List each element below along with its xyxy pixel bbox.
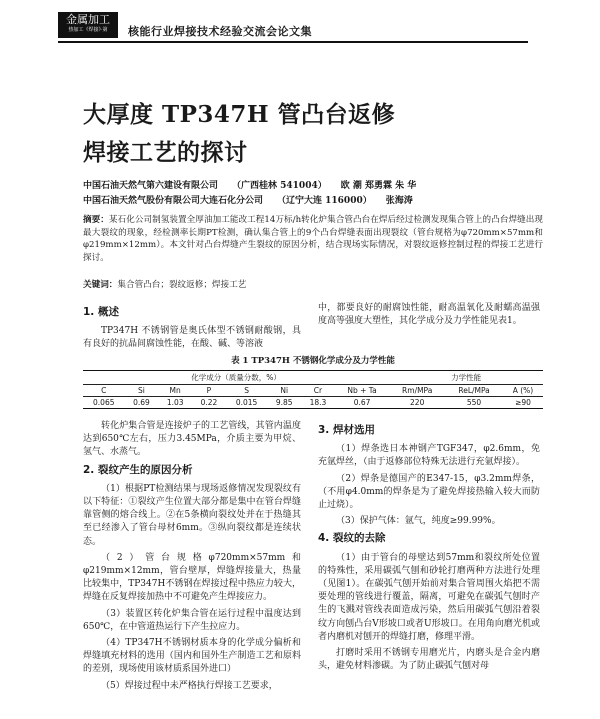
section-1-para-2: 转化炉集合管是连接炉子的工艺管线，其管内温度达到650℃左右，压力3.45MPa，介质主要为甲烷、氢气、水蒸气。 <box>83 421 301 458</box>
table-group-mech: 力学性能 <box>389 371 543 385</box>
section-3-para-1: （1）焊条选日本神钢产TGF347，φ2.6mm，免充氩焊丝，（由于返修部位特殊无法进行充氩焊接）。 <box>318 444 540 468</box>
right-column-top <box>318 302 540 331</box>
section-1-para-1: TP347H 不锈钢管是奥氏体型不锈钢耐酸钢，具有良好的抗晶间腐蚀性能，在酸、碱、等溶液 <box>83 326 301 350</box>
table-cell: ≥90 <box>503 397 543 409</box>
author-org: 中国石油天然气股份有限公司大连石化分公司 <box>83 196 264 206</box>
table-cell: 220 <box>389 397 445 409</box>
section-4-title: 4. 裂纹的去除 <box>318 532 386 545</box>
left-column-top <box>83 302 301 355</box>
right-intro-para: 中，都要良好的耐腐蚀性能，耐高温氧化及耐蠕高温强度高等强度大塑性，其化学成分及力学性能见表1。 <box>318 303 540 327</box>
table-cell: 0.015 <box>226 397 268 409</box>
paper-title: 大厚度 TP347H 管凸台返修焊接工艺的探讨 <box>83 101 396 166</box>
section-1-title: 1. 概述 <box>83 306 119 318</box>
table-1-caption: 表 1 TP347H 不锈钢化学成分及力学性能 <box>231 356 395 366</box>
author-addr: （广西桂林 541004） <box>232 181 327 191</box>
table-cell: 0.69 <box>125 397 159 409</box>
section-3-title: 3. 焊材选用 <box>318 424 375 436</box>
section-2-para-4: （4）TP347H不锈钢材质本身的化学成分偏析和焊缝填充材料的选用（国内和国外生产制造工艺和原料的差别，现场使用该材质系国外进口） <box>83 638 301 675</box>
abstract-label: 摘要： <box>83 215 109 225</box>
section-2-para-3: （3）装置区转化炉集合管在运行过程中温度达到650℃，在中管道热运行下产生拉应力。 <box>83 608 301 632</box>
table-cell: 9.85 <box>267 397 301 409</box>
section-2-title: 2. 裂纹产生的原因分析 <box>83 463 193 476</box>
table-cell: 0.22 <box>192 397 226 409</box>
left-column-body <box>83 420 301 696</box>
author-line-2 <box>83 193 427 206</box>
logo-main-text: 金属加工 <box>66 13 110 26</box>
table-col-header: Mn <box>158 385 192 397</box>
abstract-text: 某石化公司制氢装置全厚油加工能改工程14万标/h转化炉集合管凸台在焊后经过检测发现集合管上的凸台焊缝出现最大裂纹的现象，经检测率长期PT检测，确认集合管上的9个凸台焊缝表面出现裂纹（管台规格为φ720mm×57mm和φ219mm×12mm）。本文针对凸台焊缝产生裂纹的原因分析，结合现场实际情况，对裂纹返修控制过程的焊接工艺进行探讨。 <box>83 215 543 263</box>
table-1 <box>83 370 543 409</box>
author-addr: （辽宁大连 116000） <box>277 196 372 206</box>
author-names: 张海涛 <box>385 196 413 206</box>
table-col-header: Ni <box>267 385 301 397</box>
table-col-header: A (%) <box>503 385 543 397</box>
author-org: 中国石油天然气第六建设有限公司 <box>83 181 219 191</box>
header-rule <box>58 41 528 43</box>
keywords <box>83 278 543 290</box>
table-col-header: C <box>83 385 125 397</box>
section-2-para-1: （1）根据PT检测结果与现场返修情况发现裂纹有以下特征：①裂纹产生位置大部分都是集中在管台焊缝靠管侧的熔合线上。②在5条横向裂纹处并在于热缝其至已经渗入了管台母材6mm。③纵向裂纹都是连续状态。 <box>83 483 301 547</box>
abstract <box>83 214 543 264</box>
table-col-header: Nb + Ta <box>335 385 389 397</box>
journal-logo <box>58 12 118 38</box>
section-4-para-1: （1）由于管台的母壁达到57mm和裂纹所处位置的特殊性，采用碳弧气刨和砂轮打磨两种方法进行处理（见图1）。在碳弧气刨开始前对集合管周围火焰把不需要处理的管线进行覆盖，隔离，可避免在碳弧气刨时产生的飞溅对管线表面造成污染，然后用碳弧气刨沿着裂纹方向刨凸台V形坡口或者U形坡口。在用角向磨光机或者内磨机对刨开的焊缝打磨，修理平滑。 <box>318 552 540 642</box>
section-2-para-5: （5）焊接过程中未严格执行焊接工艺要求， <box>101 680 278 691</box>
author-line-1 <box>83 178 430 191</box>
section-2-para-2: （2）管台规格φ720mm×57mm和φ219mm×12mm，管台壁厚，焊缝焊接量大，热量比较集中，TP347H不锈钢在焊接过程中热应力较大，焊缝在反复焊接加热中不可避免产生焊接应力。 <box>83 552 301 603</box>
journal-column-title: 核能行业焊接技术经验交流会论文集 <box>128 25 312 38</box>
table-col-header: S <box>226 385 268 397</box>
table-cell: 550 <box>445 397 503 409</box>
keywords-text: 集合管凸台；裂纹返修；焊接工艺 <box>117 280 247 290</box>
author-names: 欧 潮 郑勇霖 朱 华 <box>340 181 417 191</box>
table-cell: 0.67 <box>335 397 389 409</box>
section-3-para-3: （3）保护气体：氩气，纯度≥99.99%。 <box>336 516 501 527</box>
section-3-para-2: （2）焊条是德国产的E347-15，φ3.2mm焊条，（不用φ4.0mm的焊条是为了避免焊接热输入较大而防止过烧）。 <box>318 473 540 511</box>
keywords-label: 关键词： <box>83 280 118 290</box>
logo-sub-text: 热加工《焊接》·第 <box>68 27 108 33</box>
table-cell: 18.3 <box>301 397 335 409</box>
table-cell: 1.03 <box>158 397 192 409</box>
section-4-para-2: 打磨时采用不锈钢专用磨光片，内磨头是合金内磨头，避免材料渗碳。为了防止碳弧气刨对母 <box>318 648 540 672</box>
right-column-body <box>318 420 540 676</box>
table-col-header: Rm/MPa <box>389 385 445 397</box>
table-col-header: Cr <box>301 385 335 397</box>
table-cell: 0.065 <box>83 397 125 409</box>
table-group-chem: 化学成分（质量分数，%） <box>83 371 389 385</box>
table-col-header: Si <box>125 385 159 397</box>
table-col-header: P <box>192 385 226 397</box>
table-col-header: ReL/MPa <box>445 385 503 397</box>
